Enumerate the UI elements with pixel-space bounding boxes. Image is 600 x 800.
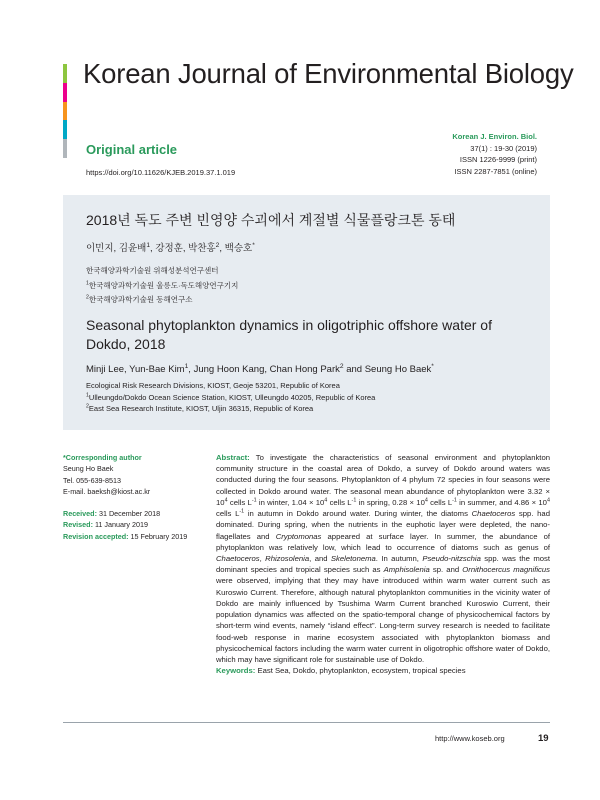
affiliation-text: East Sea Research Institute, KIOST, Uljin 36315, Republic of Korea [88, 404, 314, 413]
korean-affiliations [86, 264, 238, 308]
species-name: Chaetoceros [471, 509, 516, 519]
abstract-text: were observed, implying that they may have introduced within warm water current such as Kuroswio Current. Therefore, although natural phytoplankton communities in the vicinity water of Dokdo are mainly influenced by Tsushima Warm Current branched Kuroswio Current, their population dynamics was affected on the spatio-temporal change of physicochemical factors by short-term wind events, namely “island effect”. Long-term survey research is needed to facilitate food-web response in marine ecosystem associated with phytoplankton biomass and physicochemical factors including the warm water current in oligotrophic offshore water of Dokdo, which may have significant role for sustainable use of Dokdo. [216, 576, 550, 664]
author-name: Jung Hoon Kang [193, 364, 265, 375]
abstract-superscript: 4 [546, 497, 550, 504]
accent-stripe [63, 102, 67, 121]
journal-abbrev: Korean J. Environ. Biol. [452, 132, 537, 141]
abstract-text: . In autumn, [375, 553, 423, 563]
affiliation-text: 한국해양과학기술원 동해연구소 [88, 295, 193, 304]
author-affiliation-mark: 2 [215, 241, 220, 249]
citation-block [452, 131, 537, 177]
corresponding-tel: Tel. 055-639-8513 [63, 475, 121, 485]
abstract-body [216, 453, 550, 664]
keywords [216, 665, 550, 676]
author-name: Chan Hong Park [269, 364, 340, 375]
author-name: Minji Lee [86, 364, 125, 375]
author-name: 백승호 [224, 243, 253, 254]
affiliation-text: 한국해양과학기술원 울릉도·독도해양연구기지 [88, 280, 239, 290]
abstract-text: in spring, 0.28 × 10 [356, 497, 425, 507]
accepted-label: Revision accepted: [63, 531, 129, 541]
accepted-value: 15 February 2019 [130, 531, 188, 541]
abstract-label: Abstract: [216, 453, 250, 462]
received-label: Received: [63, 509, 97, 518]
corresponding-email[interactable]: E-mail. baeksh@kiost.ac.kr [63, 486, 151, 496]
abstract [216, 452, 550, 665]
abstract-text: in summer, and 4.86 × 10 [456, 497, 547, 507]
abstract-text: cells L [216, 509, 240, 519]
volume-pages: 37(1) : 19-30 (2019) [470, 143, 537, 153]
abstract-text: appeared at surface layer. In summer, the abundance of phytoplankton was relatively low, which lead to occurrence of diatoms such as genus of [216, 531, 550, 552]
abstract-text: spp. had dominated. During spring, when the nutrients in the euphotic layer were depleted, the nano-flagellates and [216, 509, 550, 541]
affiliation-mark: 1 [86, 392, 89, 398]
author-name: 이민지 [86, 243, 114, 254]
author-affiliation-mark: 2 [339, 362, 344, 370]
author-affiliation-mark: 1 [184, 362, 189, 370]
affiliation-line [86, 264, 238, 279]
abstract-superscript: -1 [351, 497, 357, 504]
affiliation-mark: 1 [86, 280, 89, 286]
article-type: Original article [86, 142, 178, 157]
species-name: Ornithocercus magnificus [462, 565, 551, 575]
accent-stripe [63, 120, 67, 139]
affiliation-line [86, 392, 375, 404]
corresponding-author [63, 452, 203, 497]
author-name: 강정훈 [155, 243, 183, 254]
korean-title: 2018년 독도 주변 빈영양 수괴에서 계절별 식물플랑크톤 동태 [86, 212, 456, 228]
affiliation-mark: 2 [86, 294, 89, 301]
english-affiliations [86, 380, 375, 415]
abstract-superscript: -1 [251, 497, 257, 504]
abstract-superscript: 4 [324, 497, 328, 504]
species-name: Chaetoceros [216, 553, 260, 563]
abstract-text: spp. was the most dominant species and tropical species such as [216, 553, 551, 575]
affiliation-text: Ecological Risk Research Divisions, KIOST, Geoje 53201, Republic of Korea [86, 381, 340, 390]
affiliation-text: 한국해양과학기술원 위해성분석연구센터 [86, 266, 219, 275]
abstract-superscript: 4 [224, 497, 228, 504]
page-number: 19 [538, 733, 549, 744]
abstract-text: , [259, 553, 266, 563]
journal-title: Korean Journal of Environmental Biology [83, 58, 574, 89]
english-authors: Minji Lee, Yun-Bae Kim$^1$, Jung Hoon Kang, Chan Hong Park$^2$ and Seung Ho Baek* [86, 362, 434, 375]
species-name: Pseudo-nitzschia [422, 553, 481, 563]
species-name: Cryptomonas [275, 531, 322, 541]
korean-authors: 이민지, 김윤배$^1$, 강정훈, 박찬홍$^2$, 백승호* [86, 241, 255, 254]
species-name: Amphisolenia [383, 565, 430, 575]
keywords-text: East Sea, Dokdo, phytoplankton, ecosystem, tropical species [255, 666, 466, 675]
article-dates [63, 508, 203, 542]
affiliation-line [86, 279, 238, 294]
species-name: Rhizosolenia [265, 553, 310, 563]
author-name: 박찬홍 [188, 243, 216, 254]
issn-online: ISSN 2287-7851 (online) [454, 166, 537, 176]
abstract-text: , and [309, 553, 331, 563]
affiliation-line [86, 293, 238, 308]
accepted-date [63, 531, 203, 542]
issn-print: ISSN 1226-9999 (print) [459, 155, 537, 164]
abstract-superscript: 4 [424, 497, 428, 504]
english-title: Seasonal phytoplankton dynamics in oligotriphic offshore water of Dokdo, 2018 [86, 317, 492, 352]
journal-color-bar [63, 64, 67, 158]
doi-link[interactable]: https://doi.org/10.11626/KJEB.2019.37.1.019 [86, 168, 236, 177]
abstract-text: sp. and [429, 565, 463, 575]
footer-url[interactable]: http://www.koseb.org [435, 734, 505, 743]
corresponding-name: Seung Ho Baek [63, 464, 114, 474]
author-name: 김윤배 [118, 243, 147, 254]
keywords-label: Keywords: [216, 666, 256, 675]
affiliation-text: Ulleungdo/Dokdo Ocean Science Station, KIOST, Ulleungdo 40205, Republic of Korea [88, 392, 376, 402]
corresponding-label: *Corresponding author [63, 453, 142, 462]
revised-value: 11 January 2019 [94, 520, 148, 530]
footer-rule [63, 722, 550, 723]
revised-label: Revised: [63, 520, 93, 530]
abstract-text: in autumn in Dokdo around water. During winter, the diatoms [244, 509, 472, 519]
author-affiliation-mark: * [252, 241, 255, 249]
abstract-text: cells L [427, 497, 453, 507]
accent-stripe [63, 64, 67, 83]
abstract-text: cells L [227, 497, 252, 507]
affiliation-line [86, 380, 375, 392]
species-name: Skeletonema [330, 553, 376, 563]
affiliation-line [86, 403, 375, 415]
abstract-superscript: -1 [452, 497, 457, 504]
received-date [63, 508, 203, 519]
author-name: Yun-Bae Kim [129, 364, 185, 375]
abstract-text: To investigate the characteristics of seasonal environment and phytoplankton community structure in the coastal area of Dokdo, a survey of Dokdo around waters was conducted during the four seasons. Phytoplankton of 4 phylum 72 species in four seasons were collected in Dokdo around water. The seasonal mean abundance of phytoplankton were 3.32 × 10 [216, 453, 550, 507]
author-affiliation-mark: * [431, 362, 434, 370]
abstract-text: in winter, 1.04 × 10 [256, 497, 325, 507]
author-affiliation-mark: 1 [146, 241, 151, 249]
abstract-superscript: -1 [239, 508, 245, 515]
author-name: Seung Ho Baek [364, 364, 432, 375]
affiliation-mark: 2 [86, 403, 89, 410]
revised-date [63, 519, 203, 530]
accent-stripe [63, 83, 67, 102]
received-value: 31 December 2018 [98, 509, 161, 518]
abstract-text: cells L [327, 497, 352, 507]
accent-stripe [63, 139, 67, 158]
